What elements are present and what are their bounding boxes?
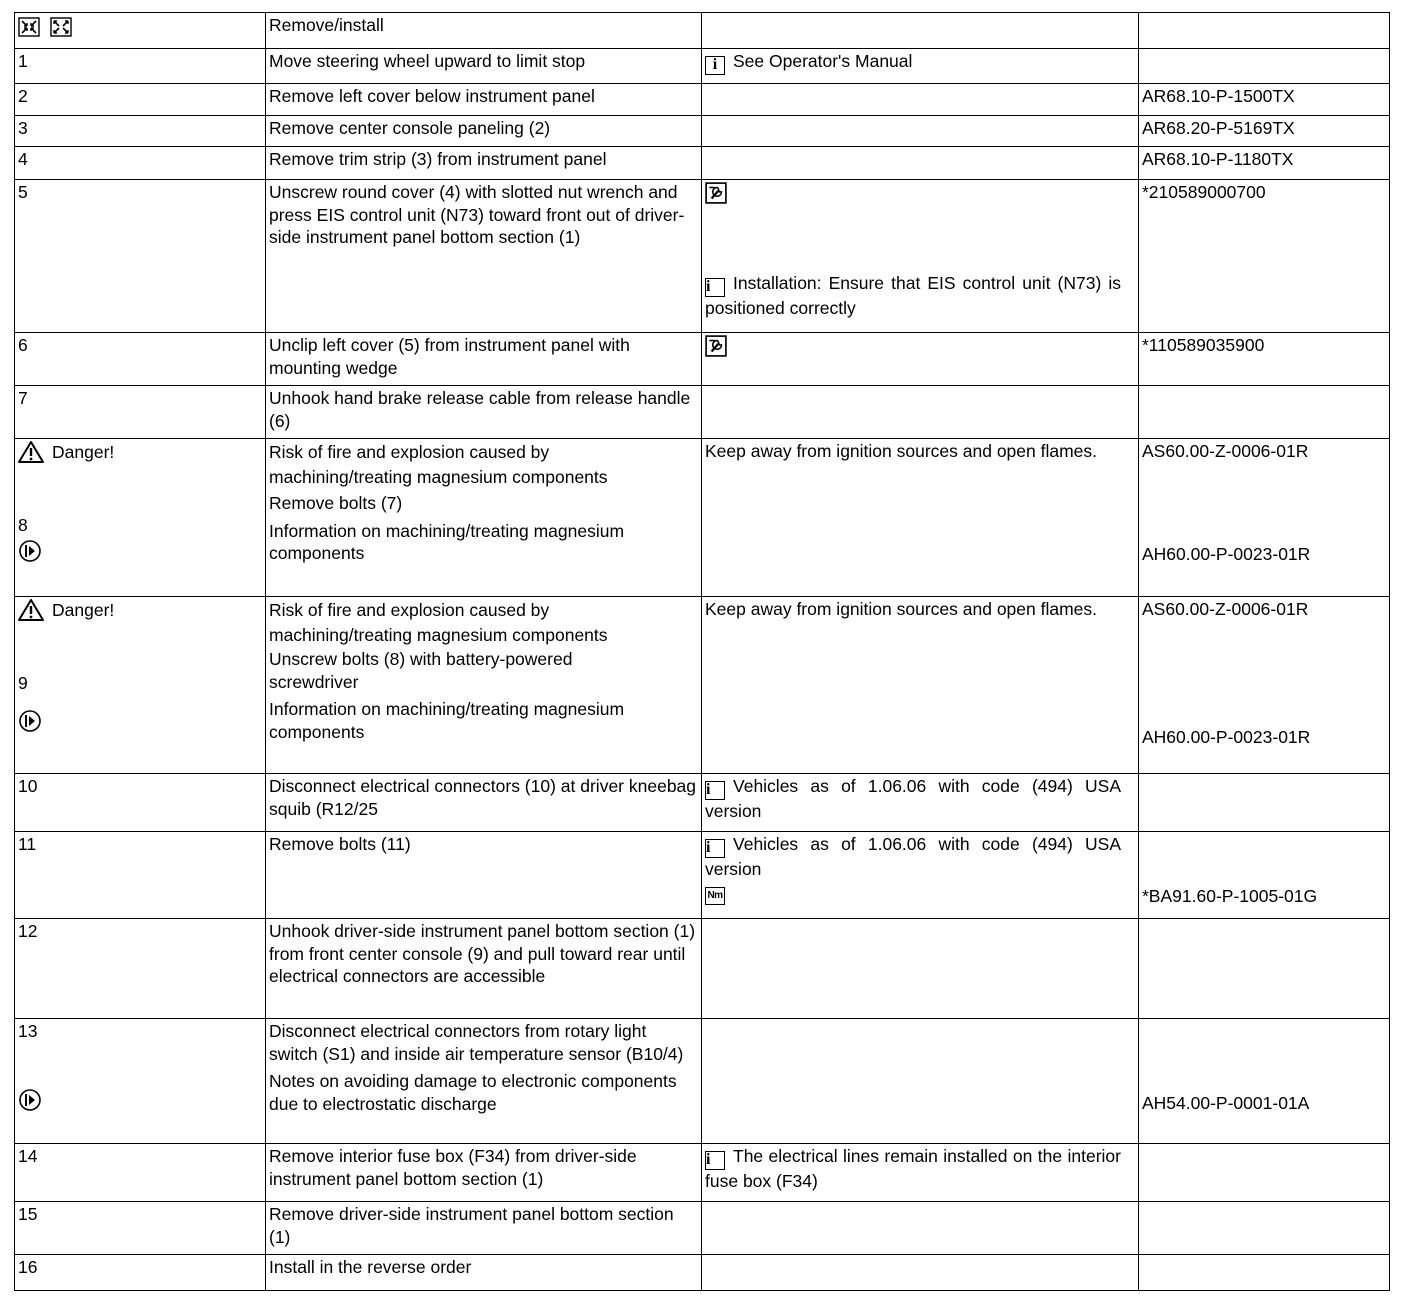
step-note: i See Operator's Manual [702,49,1139,84]
step-row [15,832,1390,919]
step-row [15,49,1390,84]
step-row [15,116,1390,147]
step-row [15,1255,1390,1291]
step-action: Unscrew round cover (4) with slotted nut wrench and press EIS control unit (N73) toward front out of driver-side instrument panel bottom section (1) [266,180,702,333]
step-row [15,597,1390,774]
step-note: i Installation: Ensure that EIS control unit (N73) is positioned correctly [702,180,1139,333]
remove-icon [18,17,40,37]
step-number: 7 [15,386,266,439]
step-action: Move steering wheel upward to limit stop [266,49,702,84]
step-number: 3 [15,116,266,147]
info-icon: i [705,1151,725,1170]
danger-risk-text: Risk of fire and explosion caused by machining/treating magnesium components [269,442,608,487]
step-note: i Vehicles as of 1.06.06 with code (494) USA version Nm [702,832,1139,919]
warning-triangle-icon [18,598,44,622]
danger-note: Keep away from ignition sources and open flames. [702,439,1139,597]
step-number: 4 [15,147,266,180]
step-number: 15 [15,1202,266,1255]
step-row [15,439,1390,597]
step-action: Remove left cover below instrument panel [266,84,702,116]
step-row [15,1019,1390,1144]
info-arrow-icon [18,1088,42,1112]
document-reference-link[interactable]: AH60.00-P-0023-01R [1142,726,1311,747]
step-number: 6 [15,333,266,386]
step-number: 9 [18,673,28,693]
step-number: 16 [15,1255,266,1291]
step-action: Install in the reverse order [266,1255,702,1291]
step-action: Unhook driver-side instrument panel bottom section (1) from front center console (9) and pull toward rear until electrical connectors are accessible [266,919,702,1019]
torque-icon: Nm [705,887,725,905]
info-arrow-icon [18,709,42,733]
step-row [15,1202,1390,1255]
step-number: 11 [15,832,266,919]
document-reference-link[interactable]: AH54.00-P-0001-01A [1142,1093,1310,1113]
danger-risk-text: Risk of fire and explosion caused by machining/treating magnesium components [269,600,608,645]
info-arrow-icon [18,539,42,563]
step-row [15,147,1390,180]
step-number: 1 [15,49,266,84]
step-action: Remove driver-side instrument panel bottom section (1) [266,1202,702,1255]
tool-number-link[interactable]: *210589000700 [1139,180,1390,333]
step-number: 14 [15,1144,266,1202]
danger-label: Danger! [18,598,262,622]
info-icon: i [705,278,725,297]
danger-note: Keep away from ignition sources and open flames. [702,597,1139,774]
info-icon: i [705,781,725,800]
special-tool-icon [705,335,727,357]
danger-label: Danger! [18,440,262,464]
step-number: 12 [15,919,266,1019]
step-row [15,919,1390,1019]
info-icon: i [705,56,725,75]
document-reference-link[interactable]: AR68.10-P-1180TX [1139,147,1390,180]
step-note: i The electrical lines remain installed on the interior fuse box (F34) [702,1144,1139,1202]
tool-number-link[interactable]: *110589035900 [1139,333,1390,386]
header-row [15,13,1390,49]
step-number: 8 [18,515,28,535]
step-number: 10 [15,774,266,832]
step-note: i Vehicles as of 1.06.06 with code (494) USA version [702,774,1139,832]
safety-reference-link[interactable]: AS60.00-Z-0006-01R [1142,441,1309,461]
step-action: Unclip left cover (5) from instrument panel with mounting wedge [266,333,702,386]
step-number: 13 [18,1021,38,1041]
torque-reference-link[interactable]: *BA91.60-P-1005-01G [1142,886,1318,906]
step-number: 2 [15,84,266,116]
header-title: Remove/install [266,13,702,49]
step-action: Disconnect electrical connectors (10) at driver kneebag squib (R12/25 [266,774,702,832]
step-row [15,180,1390,333]
warning-triangle-icon [18,440,44,464]
step-row [15,333,1390,386]
install-icon [50,17,72,37]
document-reference-link[interactable]: AH60.00-P-0023-01R [1142,543,1311,564]
info-text: Information on machining/treating magnesium components [269,699,625,742]
step-action: Remove center console paneling (2) [266,116,702,147]
step-action: Remove bolts (7) [269,493,403,513]
step-row [15,386,1390,439]
step-action: Remove bolts (11) [266,832,702,919]
procedure-table [14,12,1390,1291]
step-action: Remove interior fuse box (F34) from driver-side instrument panel bottom section (1) [266,1144,702,1202]
step-row [15,1144,1390,1202]
document-reference-link[interactable]: AR68.20-P-5169TX [1139,116,1390,147]
safety-reference-link[interactable]: AS60.00-Z-0006-01R [1142,599,1309,619]
step-row [15,774,1390,832]
header-icons-cell [15,13,266,49]
step-action: Disconnect electrical connectors from rotary light switch (S1) and inside air temperature sensor (B10/4) [269,1021,684,1064]
document-reference-link[interactable]: AR68.10-P-1500TX [1139,84,1390,116]
info-text: Information on machining/treating magnesium components [269,520,625,563]
step-action: Unhook hand brake release cable from release handle (6) [266,386,702,439]
special-tool-icon [705,182,727,204]
info-icon: i [705,839,725,858]
step-number: 5 [15,180,266,333]
step-action: Unscrew bolts (8) with battery-powered screwdriver [269,649,573,692]
step-row [15,84,1390,116]
info-text: Notes on avoiding damage to electronic components due to electrostatic discharge [269,1071,677,1114]
step-action: Remove trim strip (3) from instrument panel [266,147,702,180]
